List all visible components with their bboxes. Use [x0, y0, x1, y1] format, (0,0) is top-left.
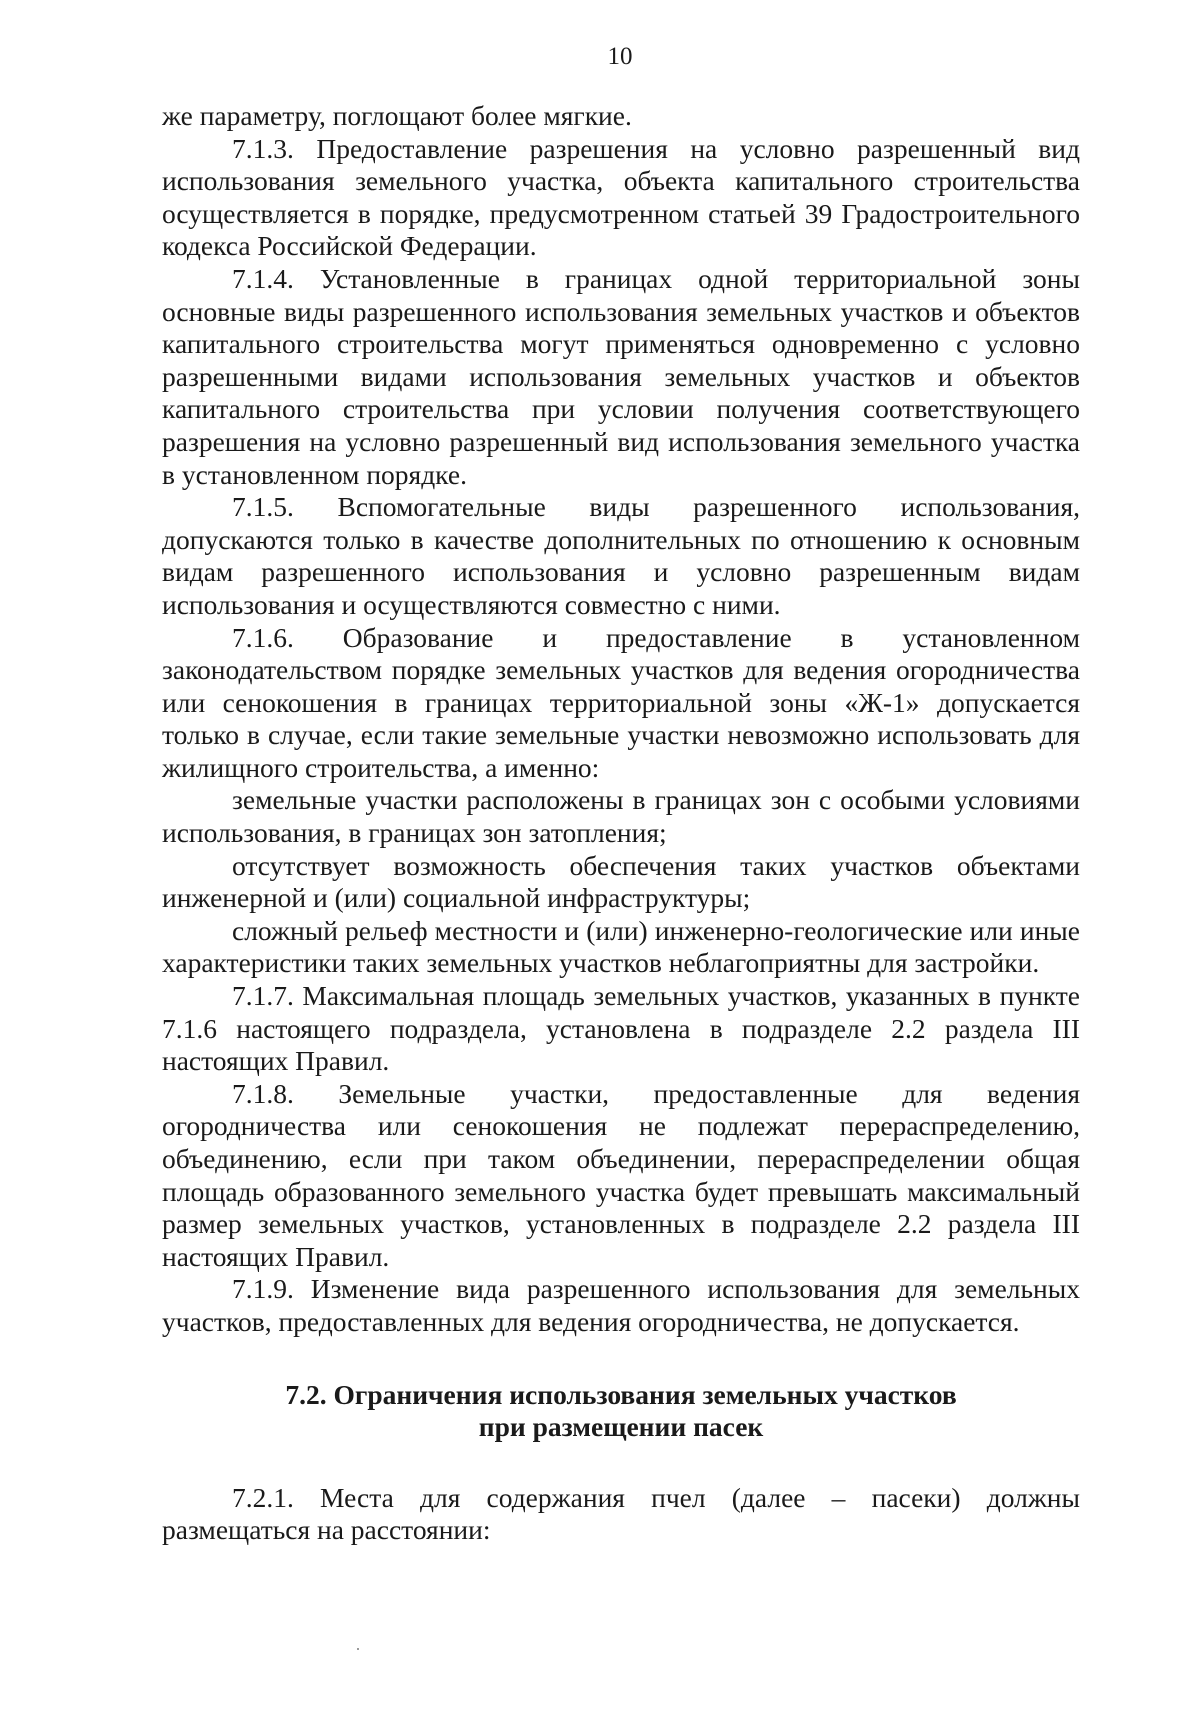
list-item-infrastructure: отсутствует возможность обеспечения таких участков объектами инженерной и (или) социальной инфраструктуры;	[162, 849, 1080, 914]
list-item-terrain: сложный рельеф местности и (или) инженерно-геологические или иные характеристики таких земельных участков неблагоприятны для застройки.	[162, 914, 1080, 979]
page-number: 10	[607, 43, 633, 70]
paragraph-7-2-1: 7.2.1. Места для содержания пчел (далее – пасеки) должны размещаться на расстоянии:	[162, 1481, 1080, 1546]
document-body	[162, 100, 1080, 1547]
paragraph-7-1-6: 7.1.6. Образование и предоставление в установленном законодательством порядке земельных участков для ведения огородничества или сенокошения в границах территориальной зоны «Ж-1» допускается только в случае, если такие земельные участки невозможно использовать для жилищного строительства, а именно:	[162, 621, 1080, 783]
section-heading-line-2: при размещении пасек	[478, 1411, 764, 1443]
paragraph-7-1-4: 7.1.4. Установленные в границах одной территориальной зоны основные виды разрешенного использования земельных участков и объектов капитального строительства могут применяться одновременно с условно разрешенными видами использования земельных участков и объектов капитального строительства при условии получения соответствующего разрешения на условно разрешенный вид использования земельного участка в установленном порядке.	[162, 262, 1080, 490]
section-heading-7-2	[162, 1379, 1080, 1444]
list-item-flood-zones: земельные участки расположены в границах зон с особыми условиями использования, в границах зон затопления;	[162, 784, 1080, 849]
section-heading-line-1: 7.2. Ограничения использования земельных участков	[285, 1378, 957, 1410]
paragraph-7-1-3: 7.1.3. Предоставление разрешения на условно разрешенный вид использования земельного участка, объекта капитального строительства осуществляется в порядке, предусмотренном статьей 39 Градостроительного кодекса Российской Федерации.	[162, 132, 1080, 262]
paragraph-7-1-8: 7.1.8. Земельные участки, предоставленные для ведения огородничества или сенокошения не подлежат перераспределению, объединению, если при таком объединении, перераспределении общая площадь образованного земельного участка будет превышать максимальный размер земельных участков, установленных в подразделе 2.2 раздела III настоящих Правил.	[162, 1077, 1080, 1272]
paragraph-continuation: же параметру, поглощают более мягкие.	[162, 100, 632, 131]
scan-speck	[357, 1648, 359, 1650]
paragraph-7-1-7: 7.1.7. Максимальная площадь земельных участков, указанных в пункте 7.1.6 настоящего подраздела, установлена в подразделе 2.2 раздела III настоящих Правил.	[162, 980, 1080, 1077]
paragraph-7-1-5: 7.1.5. Вспомогательные виды разрешенного использования, допускаются только в качестве дополнительных по отношению к основным видам разрешенного использования и условно разрешенным видам использования и осуществляются совместно с ними.	[162, 491, 1080, 620]
paragraph-7-1-9: 7.1.9. Изменение вида разрешенного использования для земельных участков, предоставленных для ведения огородничества, не допускается.	[162, 1273, 1080, 1337]
